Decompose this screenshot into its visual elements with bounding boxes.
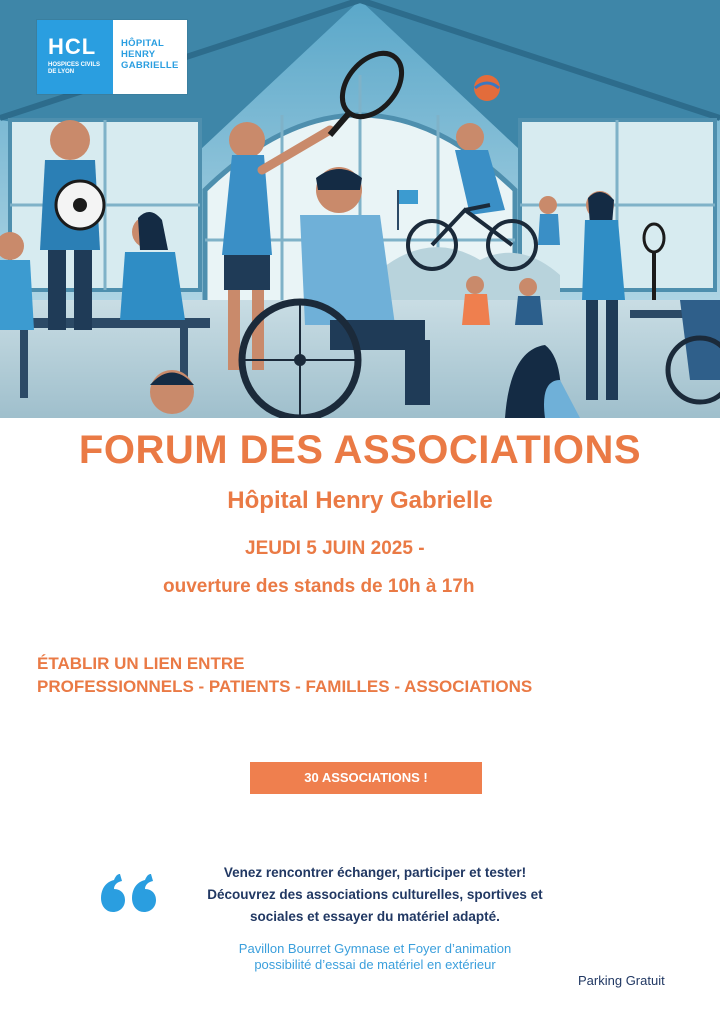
tagline-line2: PROFESSIONNELS - PATIENTS - FAMILLES - ASSOCIATIONS xyxy=(37,677,533,696)
hcl-logo xyxy=(37,20,187,94)
tagline-line1: ÉTABLIR UN LIEN ENTRE xyxy=(37,654,245,673)
venue-line1: Pavillon Bourret Gymnase et Foyer d’animation xyxy=(238,941,512,956)
hospital-name-line3: GABRIELLE xyxy=(121,60,179,71)
logo-acronym: HCL xyxy=(48,34,97,59)
venue-line2: possibilité d’essai de matériel en extérieur xyxy=(254,957,496,972)
logo-org-line1: HOSPICES CIVILS xyxy=(48,62,101,68)
venue-text xyxy=(160,941,590,973)
parking-note: Parking Gratuit xyxy=(578,973,665,988)
logo-org-line2: DE LYON xyxy=(48,69,75,75)
page-title: FORUM DES ASSOCIATIONS xyxy=(78,428,642,472)
hospital-name xyxy=(121,38,179,71)
hospital-name-line2: HENRY xyxy=(121,49,156,60)
tagline xyxy=(37,652,532,698)
invitation-text xyxy=(160,862,590,928)
page-subtitle: Hôpital Henry Gabrielle xyxy=(227,487,493,514)
hospital-name-line1: HÔPITAL xyxy=(121,38,165,49)
hcl-logo-mark xyxy=(37,20,113,94)
event-hours: ouverture des stands de 10h à 17h xyxy=(163,576,475,597)
quote-icon xyxy=(100,872,158,919)
associations-count-badge: 30 ASSOCIATIONS ! xyxy=(250,762,482,794)
invitation-line1: Venez rencontrer échanger, participer et tester! xyxy=(223,865,527,880)
event-date: JEUDI 5 JUIN 2025 - xyxy=(245,538,425,559)
logo-org-name xyxy=(48,62,108,76)
invitation-line2: Découvrez des associations culturelles, sportives et xyxy=(207,887,543,902)
invitation-line3: sociales et essayer du matériel adapté. xyxy=(250,909,500,924)
hospital-name-block xyxy=(113,20,187,94)
